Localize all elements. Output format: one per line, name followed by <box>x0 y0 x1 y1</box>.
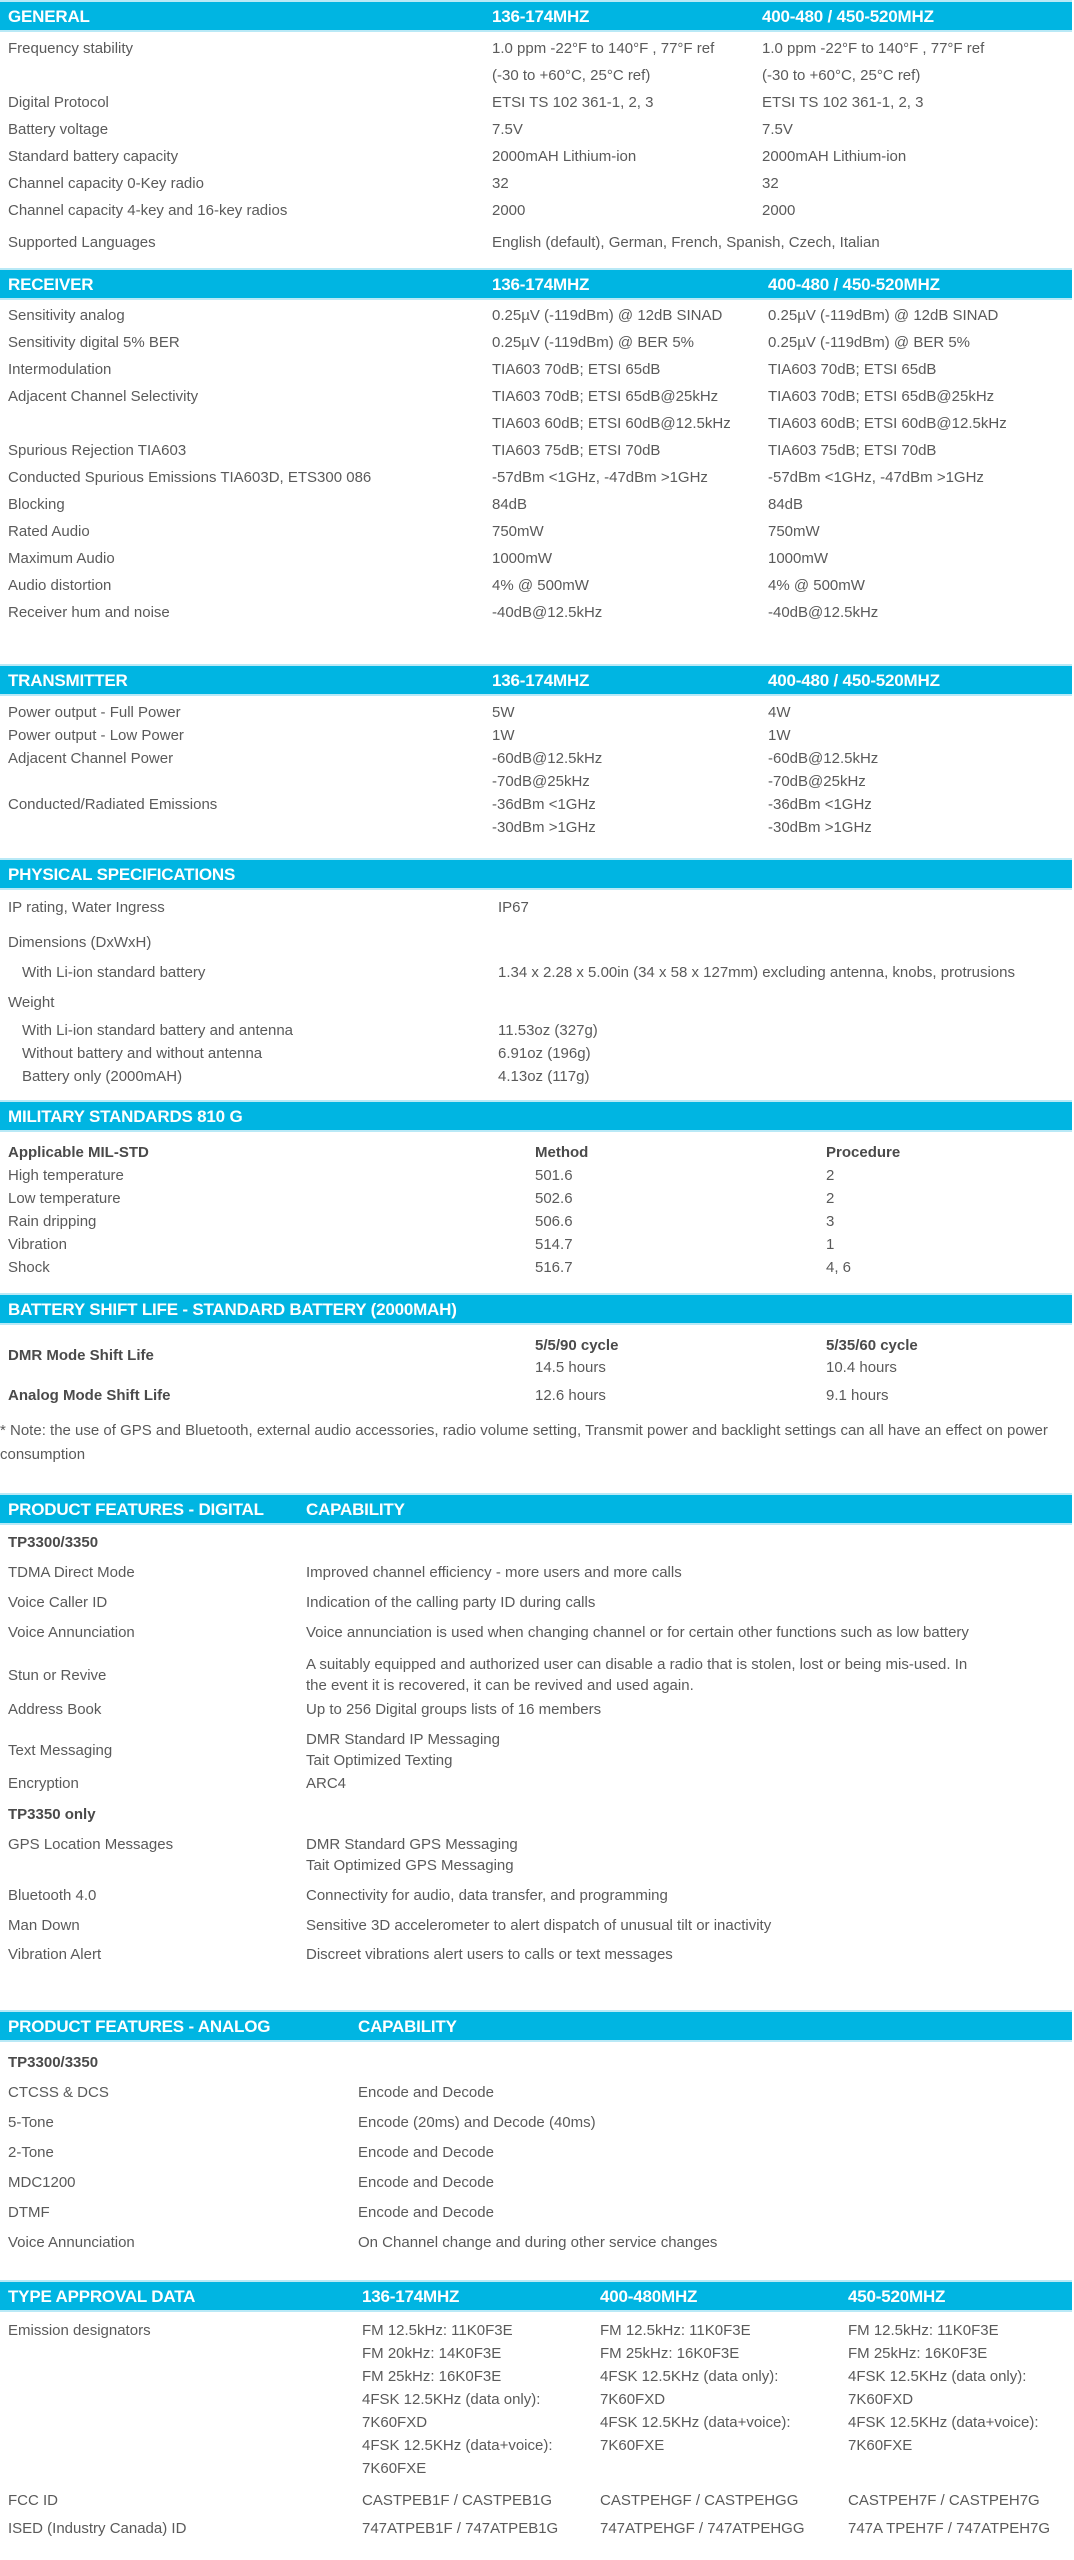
battery-row-value: 14.5 hours <box>535 1359 606 1376</box>
feature-value: DMR Standard IP Messaging <box>306 1731 500 1748</box>
spec-value: -40dB@12.5kHz <box>768 604 879 621</box>
spec-value: 11.53oz (327g) <box>498 1022 598 1039</box>
general-header <box>0 0 1072 32</box>
mil-std-method: 501.6 <box>535 1167 573 1184</box>
feature-label: MDC1200 <box>8 2174 76 2191</box>
spec-label: Receiver hum and noise <box>8 604 170 621</box>
feature-label: Bluetooth 4.0 <box>8 1887 97 1904</box>
feature-value: Encode and Decode <box>358 2084 494 2101</box>
feature-group-title: TP3300/3350 <box>8 1534 99 1551</box>
spec-value: 6.91oz (196g) <box>498 1045 591 1062</box>
column-header: 136-174MHZ <box>492 275 590 294</box>
feature-label: DTMF <box>8 2204 50 2221</box>
emission-designator: 7K60FXD <box>600 2391 666 2408</box>
spec-value: TIA603 70dB; ETSI 65dB@25kHz <box>768 388 995 405</box>
spec-value: TIA603 70dB; ETSI 65dB <box>492 361 661 378</box>
spec-label: Audio distortion <box>8 577 112 594</box>
spec-value: 1W <box>768 727 791 744</box>
feature-value: A suitably equipped and authorized user can disable a radio that is stolen, lost or being mis-used. In <box>306 1656 968 1673</box>
feature-value: Indication of the calling party ID during calls <box>306 1594 596 1611</box>
spec-label: Supported Languages <box>8 234 156 251</box>
feature-group-title: TP3350 only <box>8 1806 96 1823</box>
spec-label: Adjacent Channel Power <box>8 750 174 767</box>
mil-std-procedure: 2 <box>826 1190 835 1207</box>
feature-value: the event it is recovered, it can be revived and used again. <box>306 1677 694 1694</box>
spec-label: Channel capacity 4-key and 16-key radios <box>8 202 288 219</box>
emission-designator: FM 20kHz: 14K0F3E <box>362 2345 502 2362</box>
spec-label: Power output - Low Power <box>8 727 184 744</box>
spec-value: 2000 <box>492 202 526 219</box>
feature-label: 2-Tone <box>8 2144 54 2161</box>
section-title: MILITARY STANDARDS 810 G <box>8 1107 243 1126</box>
spec-value: ETSI TS 102 361-1, 2, 3 <box>492 94 654 111</box>
feature-label: Man Down <box>8 1917 80 1934</box>
spec-value: -60dB@12.5kHz <box>492 750 603 767</box>
spec-label: With Li-ion standard battery and antenna <box>22 1022 294 1039</box>
section-title: RECEIVER <box>8 275 94 294</box>
feature-value: Encode and Decode <box>358 2144 494 2161</box>
feature-group-title: TP3300/3350 <box>8 2054 99 2071</box>
spec-value: 4% @ 500mW <box>768 577 865 594</box>
battery-row-value: 10.4 hours <box>826 1359 897 1376</box>
emission-designator: 4FSK 12.5KHz (data+voice): <box>600 2414 791 2431</box>
spec-label: Without battery and without antenna <box>22 1045 263 1062</box>
spec-label: Spurious Rejection TIA603 <box>8 442 187 459</box>
spec-value: 1.0 ppm -22°F to 140°F , 77°F ref <box>762 40 985 57</box>
spec-value: 0.25µV (-119dBm) @ 12dB SINAD <box>492 307 723 324</box>
mil-std-label: Low temperature <box>8 1190 121 1207</box>
emission-designator: FM 12.5kHz: 11K0F3E <box>600 2322 751 2339</box>
mil-std-label: Shock <box>8 1259 50 1276</box>
approval-header <box>0 2280 1072 2312</box>
emission-designator: 7K60FXD <box>362 2414 428 2431</box>
emission-designator: 7K60FXE <box>600 2437 665 2454</box>
spec-label: Power output - Full Power <box>8 704 181 721</box>
emission-designator: 4FSK 12.5KHz (data+voice): <box>848 2414 1039 2431</box>
spec-value: (-30 to +60°C, 25°C ref) <box>762 67 921 84</box>
spec-label: Standard battery capacity <box>8 148 179 165</box>
spec-value: -70dB@25kHz <box>768 773 866 790</box>
feature-value: On Channel change and during other service changes <box>358 2234 718 2251</box>
feature-value: Encode and Decode <box>358 2204 494 2221</box>
feature-value: Tait Optimized Texting <box>306 1752 453 1769</box>
spec-value: -40dB@12.5kHz <box>492 604 603 621</box>
spec-label: Battery voltage <box>8 121 109 138</box>
mil-std-method: 514.7 <box>535 1236 573 1253</box>
spec-value: 1.0 ppm -22°F to 140°F , 77°F ref <box>492 40 715 57</box>
spec-value: 4W <box>768 704 791 721</box>
battery-row-value: 9.1 hours <box>826 1387 889 1404</box>
spec-value: 0.25µV (-119dBm) @ BER 5% <box>768 334 971 351</box>
spec-value: 2000 <box>762 202 796 219</box>
feature-label: CTCSS & DCS <box>8 2084 109 2101</box>
spec-value: -30dBm >1GHz <box>768 819 872 836</box>
feature-label: Voice Caller ID <box>8 1594 108 1611</box>
spec-value: 1000mW <box>492 550 553 567</box>
emission-designator: 4FSK 12.5KHz (data only): <box>362 2391 541 2408</box>
feature-value: Up to 256 Digital groups lists of 16 members <box>306 1701 602 1718</box>
spec-value: English (default), German, French, Spanish, Czech, Italian <box>492 234 880 251</box>
section-title: PRODUCT FEATURES - ANALOG <box>8 2017 271 2036</box>
section-title: TYPE APPROVAL DATA <box>8 2287 196 2306</box>
fcc-value: CASTPEB1F / CASTPEB1G <box>362 2492 553 2509</box>
feature-label: Voice Annunciation <box>8 1624 135 1641</box>
feature-value: ARC4 <box>306 1775 347 1792</box>
spec-value: 750mW <box>768 523 820 540</box>
mil-std-method: 516.7 <box>535 1259 573 1276</box>
feature-value: Improved channel efficiency - more users and more calls <box>306 1564 682 1581</box>
spec-value: 32 <box>762 175 779 192</box>
feature-label: GPS Location Messages <box>8 1836 174 1853</box>
feature-value: Discreet vibrations alert users to calls or text messages <box>306 1946 673 1963</box>
feature-label: Stun or Revive <box>8 1667 107 1684</box>
battery-cycle-2: 5/35/60 cycle <box>826 1337 918 1354</box>
emission-designator: 7K60FXE <box>362 2460 427 2477</box>
feature-value: Encode (20ms) and Decode (40ms) <box>358 2114 596 2131</box>
spec-label: Intermodulation <box>8 361 112 378</box>
spec-value: 1W <box>492 727 515 744</box>
ised-value: 747A TPEH7F / 747ATPEH7G <box>848 2520 1051 2537</box>
spec-label: Frequency stability <box>8 40 134 57</box>
spec-value: (-30 to +60°C, 25°C ref) <box>492 67 651 84</box>
spec-label: Dimensions (DxWxH) <box>8 934 152 951</box>
emission-designator: 4FSK 12.5KHz (data only): <box>600 2368 779 2385</box>
spec-label: Rated Audio <box>8 523 90 540</box>
column-header: CAPABILITY <box>306 1500 405 1519</box>
spec-value: 84dB <box>492 496 528 513</box>
military-col-method: Method <box>535 1144 589 1161</box>
spec-value: TIA603 70dB; ETSI 65dB@25kHz <box>492 388 719 405</box>
spec-value: TIA603 75dB; ETSI 70dB <box>768 442 937 459</box>
spec-value: 4.13oz (117g) <box>498 1068 590 1085</box>
battery-row-label: Analog Mode Shift Life <box>8 1387 171 1404</box>
fcc-value: CASTPEH7F / CASTPEH7G <box>848 2492 1040 2509</box>
spec-value: 750mW <box>492 523 544 540</box>
feature-value: DMR Standard GPS Messaging <box>306 1836 518 1853</box>
digital-header <box>0 1493 1072 1525</box>
fcc-value: CASTPEHGF / CASTPEHGG <box>600 2492 799 2509</box>
spec-label: Sensitivity analog <box>8 307 125 324</box>
spec-label: Adjacent Channel Selectivity <box>8 388 199 405</box>
feature-label: Encryption <box>8 1775 79 1792</box>
emission-label: Emission designators <box>8 2322 151 2339</box>
mil-std-label: Vibration <box>8 1236 67 1253</box>
spec-label: Digital Protocol <box>8 94 109 111</box>
feature-label: Voice Annunciation <box>8 2234 135 2251</box>
emission-designator: 7K60FXE <box>848 2437 913 2454</box>
spec-label: Channel capacity 0-Key radio <box>8 175 204 192</box>
emission-designator: 7K60FXD <box>848 2391 914 2408</box>
battery-row-label: DMR Mode Shift Life <box>8 1347 154 1364</box>
mil-std-method: 502.6 <box>535 1190 573 1207</box>
spec-label: Blocking <box>8 496 65 513</box>
feature-value: Connectivity for audio, data transfer, and programming <box>306 1887 668 1904</box>
spec-value: 0.25µV (-119dBm) @ 12dB SINAD <box>768 307 999 324</box>
spec-label: Weight <box>8 994 55 1011</box>
battery-cycle-1: 5/5/90 cycle <box>535 1337 619 1354</box>
spec-value: 1000mW <box>768 550 829 567</box>
spec-value: -70dB@25kHz <box>492 773 590 790</box>
spec-value: IP67 <box>498 899 529 916</box>
spec-value: 2000mAH Lithium-ion <box>492 148 637 165</box>
column-header: 400-480MHZ <box>600 2287 698 2306</box>
physical-header <box>0 858 1072 890</box>
fcc-label: FCC ID <box>8 2492 58 2509</box>
spec-value: TIA603 75dB; ETSI 70dB <box>492 442 661 459</box>
spec-label: With Li-ion standard battery <box>22 964 206 981</box>
emission-designator: FM 25kHz: 16K0F3E <box>848 2345 988 2362</box>
feature-value: Voice annunciation is used when changing channel or for certain other functions such as low battery <box>306 1624 969 1641</box>
section-title: GENERAL <box>8 7 90 26</box>
receiver-header <box>0 268 1072 300</box>
emission-designator: FM 25kHz: 16K0F3E <box>600 2345 740 2362</box>
feature-value: Sensitive 3D accelerometer to alert dispatch of unusual tilt or inactivity <box>306 1917 772 1934</box>
spec-value: 7.5V <box>762 121 793 138</box>
section-title: PRODUCT FEATURES - DIGITAL <box>8 1500 264 1519</box>
spec-value: TIA603 60dB; ETSI 60dB@12.5kHz <box>492 415 731 432</box>
spec-label: Conducted/Radiated Emissions <box>8 796 218 813</box>
column-header: 400-480 / 450-520MHZ <box>762 7 934 26</box>
spec-value: -30dBm >1GHz <box>492 819 596 836</box>
section-title: TRANSMITTER <box>8 671 128 690</box>
analog-header <box>0 2010 1072 2042</box>
ised-label: ISED (Industry Canada) ID <box>8 2520 187 2537</box>
feature-value: Encode and Decode <box>358 2174 494 2191</box>
spec-label: Conducted Spurious Emissions TIA603D, ETS300 086 <box>8 469 372 486</box>
spec-label: Sensitivity digital 5% BER <box>8 334 180 351</box>
ised-value: 747ATPEHGF / 747ATPEHGG <box>600 2520 805 2537</box>
spec-value: TIA603 60dB; ETSI 60dB@12.5kHz <box>768 415 1007 432</box>
feature-label: Address Book <box>8 1701 102 1718</box>
spec-value: 84dB <box>768 496 804 513</box>
spec-value: -57dBm <1GHz, -47dBm >1GHz <box>768 469 984 486</box>
spec-value: -36dBm <1GHz <box>492 796 596 813</box>
emission-designator: FM 25kHz: 16K0F3E <box>362 2368 502 2385</box>
transmitter-header <box>0 664 1072 696</box>
ised-value: 747ATPEB1F / 747ATPEB1G <box>362 2520 559 2537</box>
section-title: PHYSICAL SPECIFICATIONS <box>8 865 236 884</box>
spec-value: 2000mAH Lithium-ion <box>762 148 907 165</box>
spec-value: 0.25µV (-119dBm) @ BER 5% <box>492 334 695 351</box>
mil-std-procedure: 2 <box>826 1167 835 1184</box>
emission-designator: FM 12.5kHz: 11K0F3E <box>362 2322 513 2339</box>
mil-std-method: 506.6 <box>535 1213 573 1230</box>
military-col-label: Applicable MIL-STD <box>8 1144 149 1161</box>
mil-std-procedure: 3 <box>826 1213 835 1230</box>
section-title: BATTERY SHIFT LIFE - STANDARD BATTERY (2000MAH) <box>8 1300 457 1319</box>
emission-designator: FM 12.5kHz: 11K0F3E <box>848 2322 999 2339</box>
military-header <box>0 1100 1072 1132</box>
feature-value: Tait Optimized GPS Messaging <box>306 1857 514 1874</box>
feature-label: TDMA Direct Mode <box>8 1564 135 1581</box>
mil-std-label: Rain dripping <box>8 1213 97 1230</box>
emission-designator: 4FSK 12.5KHz (data+voice): <box>362 2437 553 2454</box>
battery-header <box>0 1293 1072 1325</box>
column-header: CAPABILITY <box>358 2017 457 2036</box>
spec-value: 7.5V <box>492 121 523 138</box>
battery-row-value: 12.6 hours <box>535 1387 606 1404</box>
spec-value: -57dBm <1GHz, -47dBm >1GHz <box>492 469 708 486</box>
feature-label: 5-Tone <box>8 2114 54 2131</box>
battery-note: * Note: the use of GPS and Bluetooth, external audio accessories, radio volume setting, Transmit power and backlight settings can all have an effect on power consumption <box>0 1422 1048 1463</box>
spec-value: -36dBm <1GHz <box>768 796 872 813</box>
spec-value: TIA603 70dB; ETSI 65dB <box>768 361 937 378</box>
spec-label: Battery only (2000mAH) <box>22 1068 183 1085</box>
mil-std-label: High temperature <box>8 1167 124 1184</box>
column-header: 136-174MHZ <box>492 7 590 26</box>
mil-std-procedure: 4, 6 <box>826 1259 852 1276</box>
spec-value: 5W <box>492 704 515 721</box>
feature-label: Vibration Alert <box>8 1946 102 1963</box>
column-header: 400-480 / 450-520MHZ <box>768 275 940 294</box>
emission-designator: 4FSK 12.5KHz (data only): <box>848 2368 1027 2385</box>
feature-label: Text Messaging <box>8 1742 113 1759</box>
military-col-procedure: Procedure <box>826 1144 901 1161</box>
spec-value: 4% @ 500mW <box>492 577 589 594</box>
spec-value: 32 <box>492 175 509 192</box>
spec-label: IP rating, Water Ingress <box>8 899 165 916</box>
spec-value: ETSI TS 102 361-1, 2, 3 <box>762 94 924 111</box>
column-header: 450-520MHZ <box>848 2287 946 2306</box>
mil-std-procedure: 1 <box>826 1236 835 1253</box>
spec-value: -60dB@12.5kHz <box>768 750 879 767</box>
column-header: 136-174MHZ <box>362 2287 460 2306</box>
spec-value: 1.34 x 2.28 x 5.00in (34 x 58 x 127mm) excluding antenna, knobs, protrusions <box>498 964 1015 981</box>
column-header: 400-480 / 450-520MHZ <box>768 671 940 690</box>
spec-label: Maximum Audio <box>8 550 115 567</box>
column-header: 136-174MHZ <box>492 671 590 690</box>
